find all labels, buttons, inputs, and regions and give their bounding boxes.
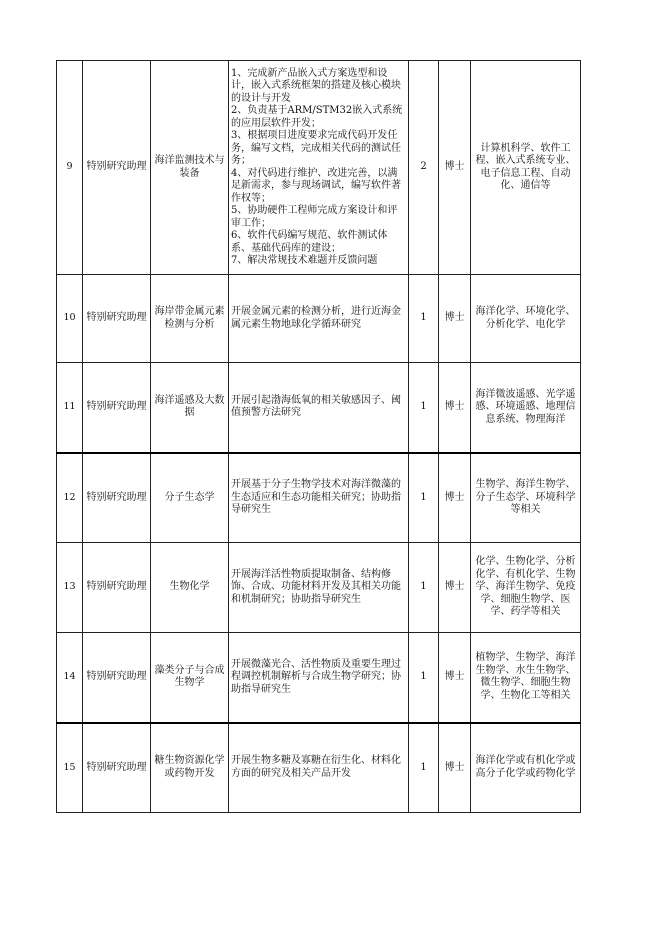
table-body (57, 61, 581, 813)
research-direction: 海洋遥感及大数据 (151, 363, 229, 453)
research-direction: 分子生态学 (151, 453, 229, 543)
position-title: 特别研究助理 (83, 275, 151, 363)
headcount: 1 (409, 723, 439, 813)
major-requirement: 计算机科学、软件工程、嵌入式系统专业、电子信息工程、自动化、通信等 (471, 61, 581, 275)
research-direction: 藻类分子与合成生物学 (151, 633, 229, 723)
table-row (57, 61, 581, 275)
position-title: 特别研究助理 (83, 633, 151, 723)
degree-requirement: 博士 (439, 275, 471, 363)
major-requirement: 海洋化学或有机化学或高分子化学或药物化学 (471, 723, 581, 813)
table-row (57, 275, 581, 363)
research-direction: 糖生物资源化学或药物开发 (151, 723, 229, 813)
position-title: 特别研究助理 (83, 363, 151, 453)
job-duties: 开展海洋活性物质提取制备、结构修饰、合成、功能材料开发及其相关功能和机制研究；协助指导研究生 (229, 543, 409, 633)
row-number: 9 (57, 61, 83, 275)
table-row (57, 363, 581, 453)
headcount: 1 (409, 363, 439, 453)
recruitment-table (56, 60, 581, 813)
position-title: 特别研究助理 (83, 61, 151, 275)
row-number: 10 (57, 275, 83, 363)
job-duties: 开展微藻光合、活性物质及重要生理过程调控机制解析与合成生物学研究；协助指导研究生 (229, 633, 409, 723)
degree-requirement: 博士 (439, 723, 471, 813)
major-requirement: 化学、生物化学、分析化学、有机化学、生物学、海洋生物学、免疫学、细胞生物学、医学、药学等相关 (471, 543, 581, 633)
headcount: 2 (409, 61, 439, 275)
degree-requirement: 博士 (439, 453, 471, 543)
job-duties: 开展基于分子生物学技术对海洋微藻的生态适应和生态功能相关研究；协助指导研究生 (229, 453, 409, 543)
degree-requirement: 博士 (439, 61, 471, 275)
headcount: 1 (409, 453, 439, 543)
row-number: 15 (57, 723, 83, 813)
headcount: 1 (409, 633, 439, 723)
table-row (57, 543, 581, 633)
degree-requirement: 博士 (439, 543, 471, 633)
table-row (57, 723, 581, 813)
research-direction: 生物化学 (151, 543, 229, 633)
research-direction: 海岸带金属元素检测与分析 (151, 275, 229, 363)
headcount: 1 (409, 543, 439, 633)
degree-requirement: 博士 (439, 363, 471, 453)
degree-requirement: 博士 (439, 633, 471, 723)
table-row (57, 453, 581, 543)
position-title: 特别研究助理 (83, 723, 151, 813)
major-requirement: 生物学、海洋生物学、分子生态学、环境科学等相关 (471, 453, 581, 543)
table-row (57, 633, 581, 723)
major-requirement: 海洋化学、环境化学、分析化学、电化学 (471, 275, 581, 363)
research-direction: 海洋监测技术与装备 (151, 61, 229, 275)
major-requirement: 植物学、生物学、海洋生物学、水生生物学、微生物学、细胞生物学、生物化工等相关 (471, 633, 581, 723)
position-title: 特别研究助理 (83, 543, 151, 633)
headcount: 1 (409, 275, 439, 363)
position-title: 特别研究助理 (83, 453, 151, 543)
row-number: 12 (57, 453, 83, 543)
row-number: 11 (57, 363, 83, 453)
job-duties: 1、完成新产品嵌入式方案选型和设计，嵌入式系统框架的搭建及核心模块的设计与开发 2、负责基于ARM/STM32嵌入式系统的应用层软件开发； 3、根据项目进度要求完成代码开发任务，编写文档，完成相关代码的测试任务； 4、对代码进行维护、改进完善，以满足新需求，参与现场调试，编写软件著作权等； 5、协助硬件工程师完成方案设计和评审工作； 6、软件代码编写规范、软件测试体系、基础代码库的建设； 7、解决常规技术难题并反馈问题 (229, 61, 409, 275)
row-number: 13 (57, 543, 83, 633)
major-requirement: 海洋微波遥感、光学遥感、环境遥感、地理信息系统、物理海洋 (471, 363, 581, 453)
job-duties: 开展金属元素的检测分析，进行近海金属元素生物地球化学循环研究 (229, 275, 409, 363)
job-duties: 开展生物多糖及寡糖在衍生化、材料化方面的研究及相关产品开发 (229, 723, 409, 813)
row-number: 14 (57, 633, 83, 723)
job-duties: 开展引起渤海低氧的相关敏感因子、阈值预警方法研究 (229, 363, 409, 453)
